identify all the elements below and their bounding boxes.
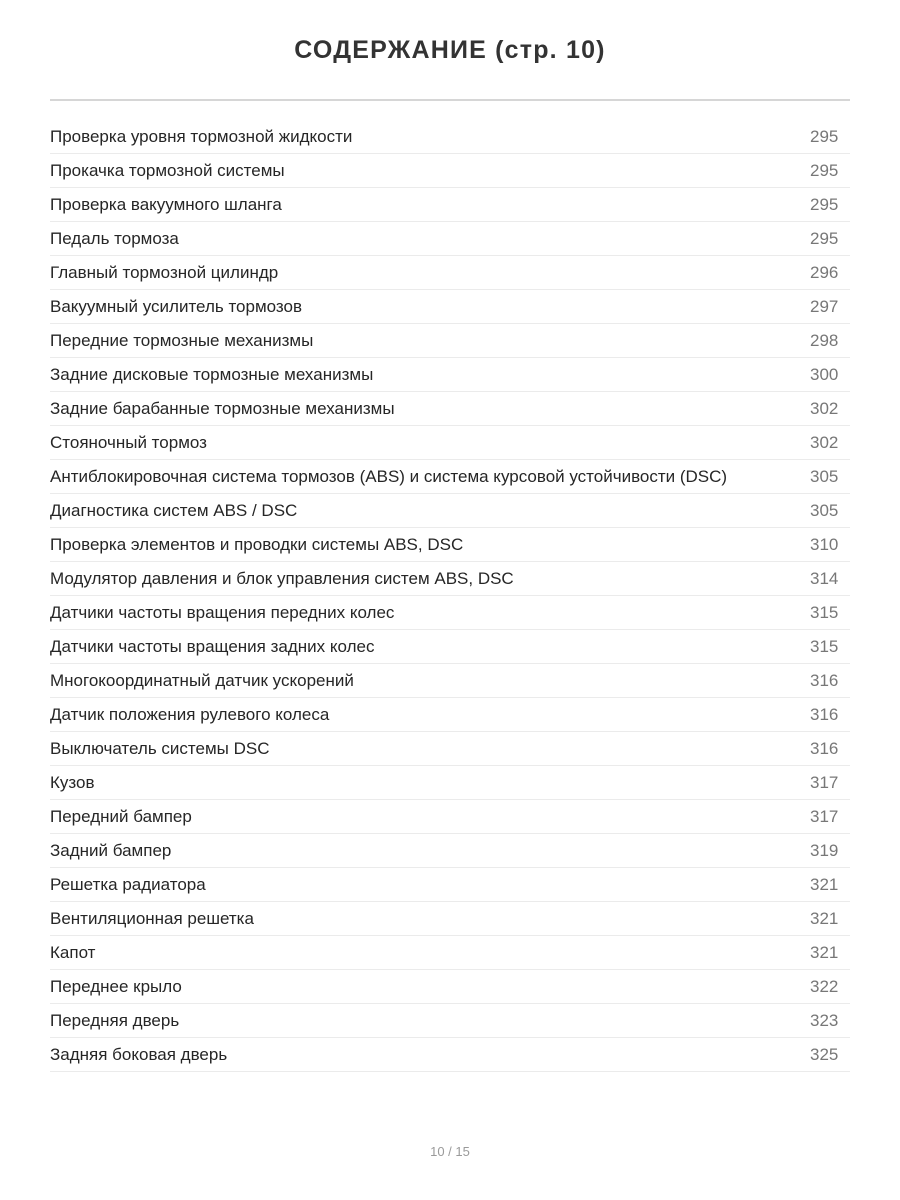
toc-entry-title: Передний бампер xyxy=(50,806,192,826)
toc-row[interactable] xyxy=(50,528,850,562)
toc-entry-title: Многокоординатный датчик ускорений xyxy=(50,670,354,690)
toc-row[interactable] xyxy=(50,1038,850,1072)
toc-entry-title: Проверка элементов и проводки системы ABS, DSC xyxy=(50,534,464,554)
toc-entry-page: 305 xyxy=(810,500,839,520)
toc-entry-page: 295 xyxy=(810,126,839,146)
toc-entry-title: Проверка вакуумного шланга xyxy=(50,194,282,214)
toc-row[interactable] xyxy=(50,970,850,1004)
toc-list xyxy=(50,120,850,1072)
toc-entry-title: Антиблокировочная система тормозов (ABS) и система курсовой устойчивости (DSC) xyxy=(50,466,728,486)
toc-entry-title: Прокачка тормозной системы xyxy=(50,160,285,180)
toc-entry-page: 300 xyxy=(810,364,839,384)
toc-row[interactable] xyxy=(50,290,850,324)
toc-row[interactable] xyxy=(50,732,850,766)
toc-row[interactable] xyxy=(50,426,850,460)
toc-row[interactable] xyxy=(50,494,850,528)
toc-entry-title: Переднее крыло xyxy=(50,976,182,996)
toc-entry-page: 319 xyxy=(810,840,839,860)
toc-entry-title: Кузов xyxy=(50,772,95,792)
toc-entry-page: 321 xyxy=(810,942,839,962)
toc-row[interactable] xyxy=(50,392,850,426)
toc-row[interactable] xyxy=(50,596,850,630)
toc-entry-title: Передние тормозные механизмы xyxy=(50,330,314,350)
toc-row[interactable] xyxy=(50,460,850,494)
toc-entry-page: 316 xyxy=(810,670,839,690)
toc-entry-page: 314 xyxy=(810,568,839,588)
toc-entry-title: Капот xyxy=(50,942,96,962)
toc-entry-page: 322 xyxy=(810,976,839,996)
toc-entry-title: Выключатель системы DSC xyxy=(50,738,270,758)
toc-row[interactable] xyxy=(50,324,850,358)
toc-entry-title: Педаль тормоза xyxy=(50,228,179,248)
toc-row[interactable] xyxy=(50,664,850,698)
toc-entry-title: Вентиляционная решетка xyxy=(50,908,254,928)
toc-entry-page: 316 xyxy=(810,738,839,758)
toc-row[interactable] xyxy=(50,800,850,834)
toc-entry-title: Датчик положения рулевого колеса xyxy=(50,704,330,724)
toc-entry-title: Главный тормозной цилиндр xyxy=(50,262,279,282)
toc-row[interactable] xyxy=(50,188,850,222)
toc-entry-title: Проверка уровня тормозной жидкости xyxy=(50,126,353,146)
toc-entry-page: 302 xyxy=(810,432,839,452)
toc-entry-page: 297 xyxy=(810,296,839,316)
toc-entry-title: Задняя боковая дверь xyxy=(50,1044,228,1064)
toc-entry-page: 316 xyxy=(810,704,839,724)
toc-row[interactable] xyxy=(50,154,850,188)
toc-entry-page: 321 xyxy=(810,908,839,928)
toc-row[interactable] xyxy=(50,698,850,732)
toc-entry-page: 317 xyxy=(810,772,839,792)
toc-entry-title: Передняя дверь xyxy=(50,1010,180,1030)
toc-row[interactable] xyxy=(50,834,850,868)
toc-entry-page: 302 xyxy=(810,398,839,418)
toc-entry-page: 323 xyxy=(810,1010,839,1030)
toc-entry-page: 295 xyxy=(810,228,839,248)
toc-entry-page: 317 xyxy=(810,806,839,826)
toc-entry-page: 321 xyxy=(810,874,839,894)
toc-row[interactable] xyxy=(50,562,850,596)
toc-entry-title: Датчики частоты вращения передних колес xyxy=(50,602,395,622)
toc-entry-page: 315 xyxy=(810,636,839,656)
toc-entry-page: 325 xyxy=(810,1044,839,1064)
toc-entry-title: Задний бампер xyxy=(50,840,172,860)
toc-row[interactable] xyxy=(50,936,850,970)
toc-row[interactable] xyxy=(50,358,850,392)
toc-entry-title: Решетка радиатора xyxy=(50,874,206,894)
toc-row[interactable] xyxy=(50,1004,850,1038)
toc-row[interactable] xyxy=(50,256,850,290)
toc-entry-page: 298 xyxy=(810,330,839,350)
toc-entry-title: Модулятор давления и блок управления систем ABS, DSC xyxy=(50,568,514,588)
toc-entry-page: 295 xyxy=(810,160,839,180)
toc-row[interactable] xyxy=(50,868,850,902)
toc-entry-title: Диагностика систем ABS / DSC xyxy=(50,500,298,520)
toc-entry-page: 295 xyxy=(810,194,839,214)
toc-row[interactable] xyxy=(50,222,850,256)
toc-entry-page: 310 xyxy=(810,534,839,554)
toc-row[interactable] xyxy=(50,120,850,154)
toc-row[interactable] xyxy=(50,630,850,664)
page-title: СОДЕРЖАНИЕ (стр. 10) xyxy=(294,36,606,64)
toc-entry-page: 296 xyxy=(810,262,839,282)
toc-entry-title: Вакуумный усилитель тормозов xyxy=(50,296,302,316)
toc-row[interactable] xyxy=(50,766,850,800)
toc-entry-page: 305 xyxy=(810,466,839,486)
toc-entry-title: Датчики частоты вращения задних колес xyxy=(50,636,375,656)
title-divider xyxy=(50,99,850,101)
toc-entry-title: Задние барабанные тормозные механизмы xyxy=(50,398,395,418)
toc-entry-page: 315 xyxy=(810,602,839,622)
page-pagination: 10 / 15 xyxy=(430,1144,470,1159)
toc-entry-title: Стояночный тормоз xyxy=(50,432,207,452)
toc-row[interactable] xyxy=(50,902,850,936)
toc-entry-title: Задние дисковые тормозные механизмы xyxy=(50,364,374,384)
